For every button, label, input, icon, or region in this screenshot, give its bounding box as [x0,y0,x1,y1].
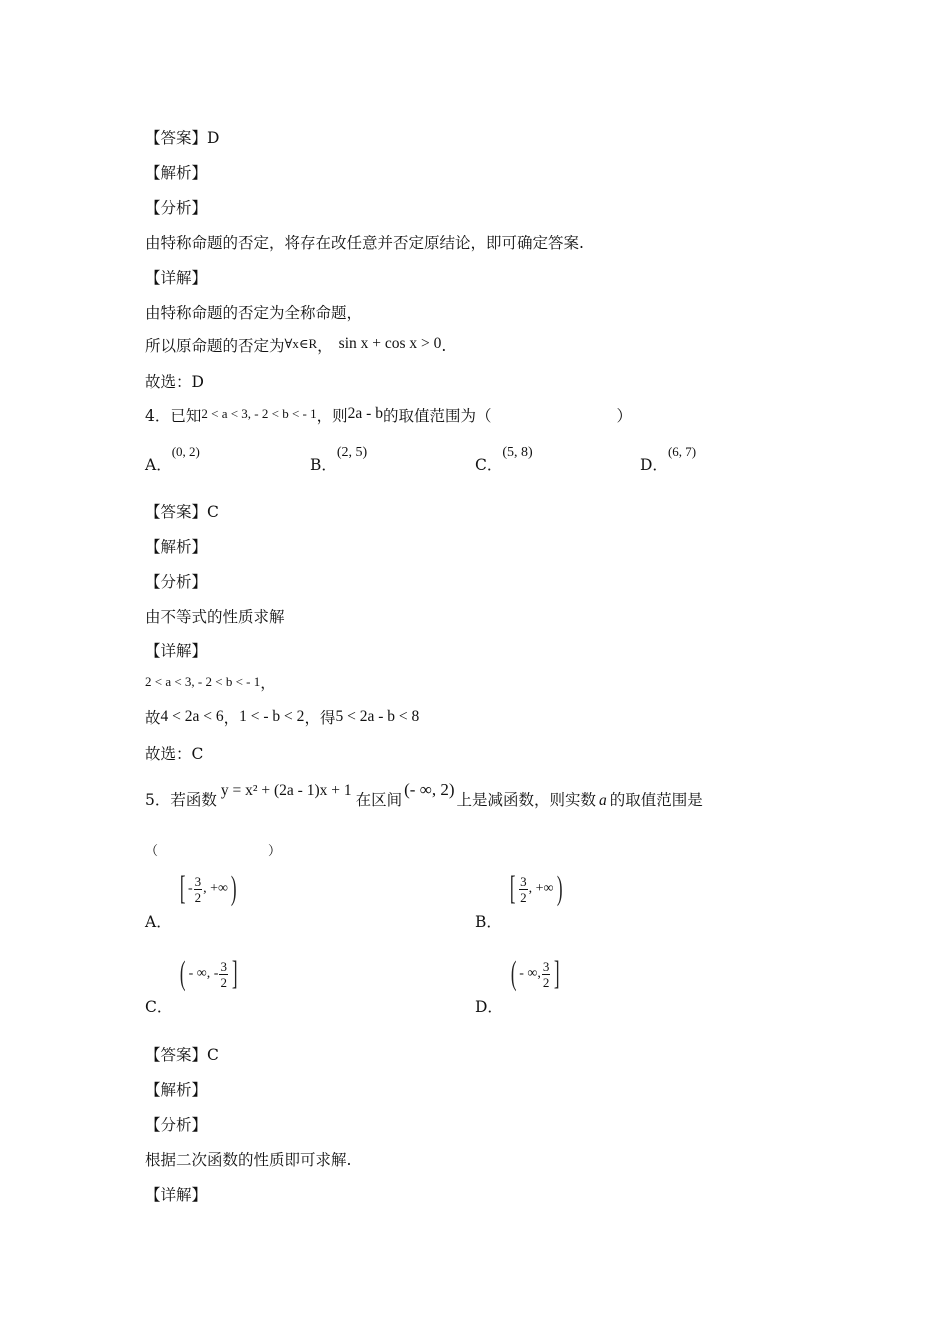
option-value: (0, 2) [171,444,200,459]
fraction [219,959,228,990]
option-letter: A． [145,456,172,474]
option-letter: B． [475,913,502,931]
q5-detail-tag: 【详解】 [145,1186,208,1204]
q5-option-d[interactable] [475,955,563,1016]
interval-expr: (- ∞, 2) [404,780,455,799]
text: . [441,337,447,355]
q4-detail-line2 [145,708,419,729]
q5-answer-line [145,1045,219,1065]
text: 在区间 [355,791,403,809]
option-interval [177,957,240,991]
condition-expr: 2 < a < 3, - 2 < b < - 1 [201,406,317,421]
denominator: 2 [220,974,227,990]
numerator: 3 [542,958,550,974]
option-letter: C． [145,998,173,1016]
q4-choose-line [145,744,203,764]
text: ， [223,709,240,727]
text: 上是减函数，则实数 [456,791,597,809]
q5-option-a[interactable] [145,870,239,931]
option-letter: B． [310,456,337,474]
denominator: 2 [520,889,527,905]
paren-close: ） [268,844,282,859]
text: 故 [145,709,161,727]
q3-fenxi-text: 由特称命题的否定，将存在改任意并否定原结论，即可确定答案. [145,234,584,252]
q4-detail-tag: 【详解】 [145,642,208,660]
denominator: 2 [194,889,202,905]
q5-stem [145,780,703,811]
text: ，得 [304,709,336,727]
q3-choose-line [145,372,204,392]
numerator: 3 [520,873,527,889]
answer-tag: 【答案】 [145,129,208,147]
option-value: (2, 5) [336,445,368,460]
target-expr: 2a - b [347,405,383,422]
right-bracket: ] [231,955,238,992]
text: 所以原命题的否定为 [145,337,285,355]
q3-detail-line2 [145,336,446,357]
answer-tag: 【答案】 [145,503,208,521]
q4-option-d[interactable] [640,444,697,476]
prefix: - ∞, [519,966,541,981]
text: ， [317,337,333,355]
choose-value: D [191,373,204,391]
option-letter: A． [145,913,172,931]
q4-analysis-tag: 【解析】 [145,538,208,556]
prefix: - ∞, - [188,966,219,981]
function-expr: y = x² + (2a - 1)x + 1 [220,782,352,799]
postfix: , +∞ [528,881,554,896]
numerator: 3 [220,958,227,974]
right-bracket: ) [230,870,237,907]
text: ，则 [316,407,348,425]
inequality-3: 5 < 2a - b < 8 [335,708,420,725]
choose-value: C [191,745,204,763]
option-value: (5, 8) [502,445,533,460]
answer-value: C [207,1046,219,1064]
q4-option-b[interactable] [310,445,368,477]
text: 的取值范围为（ [382,407,492,425]
prefix: - [187,881,193,896]
condition-expr: 2 < a < 3, - 2 < b < - 1 [145,674,261,689]
q5-option-c[interactable] [145,955,240,1016]
text: 的取值范围是 [609,791,703,809]
inequality-2: 1 < - b < 2 [239,708,305,725]
var-a: a [599,792,607,809]
left-bracket: ( [510,955,517,992]
q4-option-a[interactable] [145,444,200,476]
q4-fenxi-tag: 【分析】 [145,573,208,591]
choose-label: 故选： [145,745,192,763]
q3-detail-tag: 【详解】 [145,269,208,287]
q5-analysis-tag: 【解析】 [145,1081,208,1099]
text: ） [616,407,632,425]
answer-value: C [207,503,219,521]
q3-fenxi-tag: 【分析】 [145,199,208,217]
right-bracket: ) [556,870,563,907]
left-bracket: [ [179,870,186,907]
fraction [542,959,551,990]
left-bracket: ( [180,955,186,992]
inequality-1: 4 < 2a < 6 [160,708,224,725]
paren-open: （ [145,844,159,859]
postfix: , +∞ [203,881,229,896]
q3-analysis-tag: 【解析】 [145,164,208,182]
option-letter: C． [475,456,503,474]
q5-fenxi-tag: 【分析】 [145,1116,208,1134]
text: ， [260,674,276,692]
answer-tag: 【答案】 [145,1046,208,1064]
question-number: 5．若函数 [145,791,217,809]
choose-label: 故选： [145,373,192,391]
fraction [194,874,203,905]
forall-expr: ∀x∈R [284,336,318,351]
q4-detail-cond [145,673,276,694]
question-number: 4．已知 [145,407,202,425]
answer-value: D [207,129,220,147]
right-bracket: ] [554,955,560,992]
q5-fenxi-text: 根据二次函数的性质即可求解. [145,1151,352,1169]
sincos-expr: sin x + cos x > 0 [338,335,442,352]
q3-detail-line1: 由特称命题的否定为全称命题， [145,304,363,322]
left-bracket: [ [509,870,516,907]
option-letter: D． [475,998,503,1016]
denominator: 2 [542,974,550,990]
q5-paren-line [145,840,281,862]
option-value: (6, 7) [667,444,697,459]
q5-option-b[interactable] [475,870,565,931]
option-interval [508,957,563,991]
q4-fenxi-text: 由不等式的性质求解 [145,608,285,626]
q3-answer-line [145,128,219,148]
fraction [519,874,528,905]
numerator: 3 [194,873,202,889]
q4-stem [145,406,632,427]
q4-answer-line [145,502,219,522]
option-interval [507,872,565,906]
option-interval [177,872,240,906]
q4-option-c[interactable] [475,445,533,477]
option-letter: D． [640,456,668,474]
